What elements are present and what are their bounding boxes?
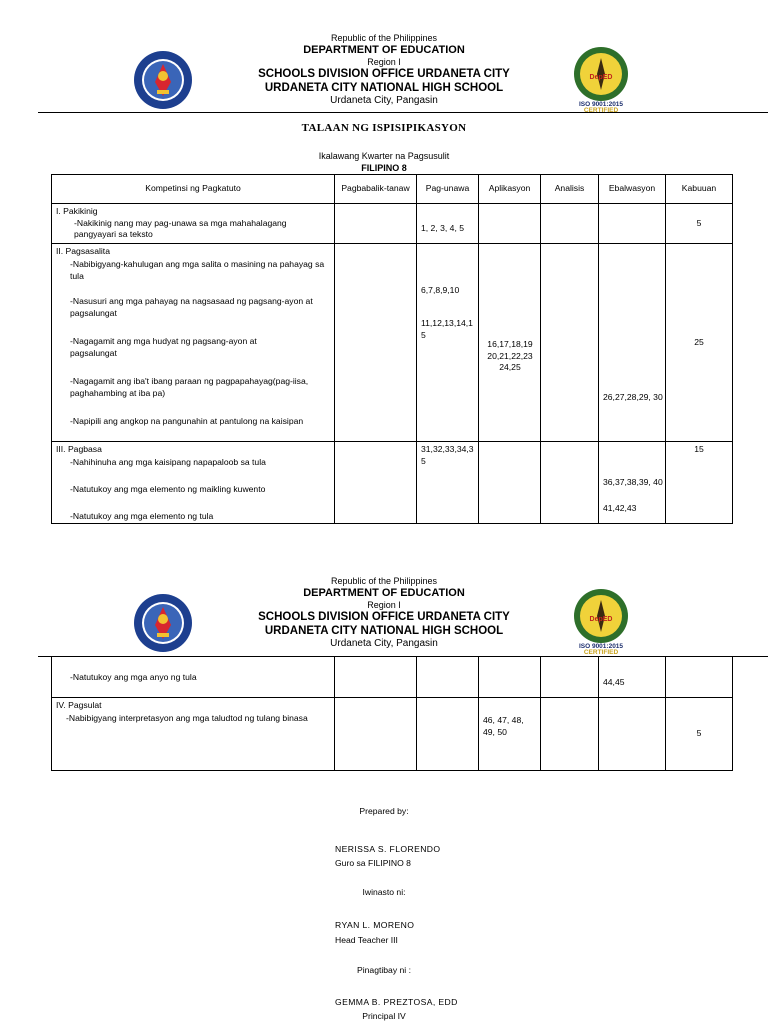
table-row: [52, 204, 733, 244]
city-line: Urdaneta City, Pangasin: [330, 95, 438, 106]
item-numbers: 26,27,28,29, 30: [603, 392, 663, 402]
department-line: DEPARTMENT OF EDUCATION: [303, 587, 465, 599]
specification-table: [51, 174, 733, 524]
item-numbers: 31,32,33,34,35: [421, 444, 474, 466]
school-line: URDANETA CITY NATIONAL HIGH SCHOOL: [264, 81, 504, 94]
prepared-by-title: Guro sa FILIPINO 8: [335, 858, 411, 868]
item-numbers: 46, 47, 48, 49, 50: [483, 715, 524, 737]
section-heading: III. Pagbasa: [56, 444, 102, 454]
table-row: [52, 657, 733, 698]
division-line: SCHOOLS DIVISION OFFICE URDANETA CITY: [258, 611, 510, 623]
col-header-pagbabalik-tanaw: Pagbabalik-tanaw: [335, 175, 417, 204]
document-title: TALAAN NG ISPISIPIKASYON: [301, 122, 467, 134]
row-total: 25: [694, 336, 704, 347]
competency-item: -Nahihinuha ang mga kaisipang napapaloob sa tula: [70, 457, 266, 467]
prepared-by-label: Prepared by:: [359, 806, 409, 816]
item-numbers: 44,45: [603, 677, 625, 687]
col-header-aplikasyon: Aplikasyon: [479, 175, 541, 204]
deped-logo-text: DepED: [589, 74, 613, 81]
table-row: [52, 698, 733, 771]
subject-title: FILIPINO 8: [361, 163, 407, 173]
item-numbers: 1, 2, 3, 4, 5: [421, 222, 464, 233]
table-row: [52, 442, 733, 524]
section-heading: IV. Pagsulat: [56, 700, 102, 710]
row-total: 5: [696, 728, 702, 739]
letterhead: [0, 577, 768, 649]
approved-by-label: Pinagtibay ni :: [357, 965, 411, 975]
competency-item: -Natutukoy ang mga anyo ng tula: [70, 672, 197, 682]
competency-item: -Napipili ang angkop na pangunahin at pantulong na kaisipan: [70, 416, 304, 426]
exam-title: Ikalawang Kwarter na Pagsusulit: [318, 151, 450, 161]
section-heading: II. Pagsasalita: [56, 246, 110, 256]
school-line: URDANETA CITY NATIONAL HIGH SCHOOL: [264, 624, 504, 637]
iso-text: ISO 9001:2015: [578, 643, 624, 650]
competency-item: -Nagagamit ang iba't ibang paraan ng pagpapahayag(pag-iisa, paghahambing at iba pa): [70, 376, 309, 398]
checked-by-name: RYAN L. MORENO: [335, 920, 415, 930]
row-total: 5: [696, 217, 702, 228]
division-line: SCHOOLS DIVISION OFFICE URDANETA CITY: [258, 68, 510, 80]
specification-table-continued: [51, 656, 733, 771]
city-line: Urdaneta City, Pangasin: [330, 638, 438, 649]
republic-line: Republic of the Philippines: [330, 576, 438, 586]
prepared-by-name: NERISSA S. FLORENDO: [335, 844, 441, 854]
republic-line: Republic of the Philippines: [330, 33, 438, 43]
item-numbers: 36,37,38,39, 40: [603, 477, 663, 487]
iso-text: ISO 9001:2015: [578, 101, 624, 108]
region-line: Region I: [367, 57, 401, 67]
col-header-kompetensi: Kompetinsi ng Pagkatuto: [52, 175, 335, 204]
letterhead: [0, 34, 768, 106]
item-numbers: 6,7,8,9,10: [421, 285, 460, 295]
header-rule: [38, 112, 768, 113]
col-header-pag-unawa: Pag-unawa: [417, 175, 479, 204]
approved-by-title: Principal IV: [362, 1011, 406, 1021]
competency-item: -Nagagamit ang mga hudyat ng pagsang-ayon at pagsalungat: [70, 336, 257, 358]
item-numbers: 41,42,43: [603, 503, 637, 513]
competency-item: -Natutukoy ang mga elemento ng maikling kuwento: [70, 484, 266, 494]
row-total: 15: [694, 444, 704, 454]
item-numbers: 16,17,18,19 20,21,22,23 24,25: [487, 339, 533, 373]
col-header-ebalwasyon: Ebalwasyon: [599, 175, 666, 204]
department-line: DEPARTMENT OF EDUCATION: [303, 44, 465, 56]
competency-item: -Nabibigyang-kahulugan ang mga salita o masining na pahayag sa tula: [70, 259, 325, 281]
col-header-analisis: Analisis: [541, 175, 599, 204]
table-row: [52, 244, 733, 442]
iso-certified-text: CERTIFIED: [583, 107, 619, 112]
iso-certified-text: CERTIFIED: [583, 649, 619, 654]
competency-item: -Nasusuri ang mga pahayag na nagsasaad ng pagsang-ayon at pagsalungat: [70, 296, 313, 318]
competency-item: -Nakikinig nang may pag-unawa sa mga mahahalagang pangyayari sa teksto: [74, 217, 287, 240]
checked-by-label: Iwinasto ni:: [362, 887, 406, 897]
region-line: Region I: [367, 600, 401, 610]
checked-by-title: Head Teacher III: [335, 935, 398, 945]
deped-logo-text: DepED: [589, 616, 613, 623]
approved-by-name: GEMMA B. PREZTOSA, EDD: [335, 997, 458, 1007]
competency-item: -Natutukoy ang mga elemento ng tula: [70, 511, 214, 521]
competency-item: -Nabibigyang interpretasyon ang mga taludtod ng tulang binasa: [66, 713, 308, 723]
item-numbers: 11,12,13,14,15: [421, 318, 473, 340]
section-heading: I. Pakikinig: [56, 206, 98, 216]
col-header-kabuuan: Kabuuan: [666, 175, 733, 204]
